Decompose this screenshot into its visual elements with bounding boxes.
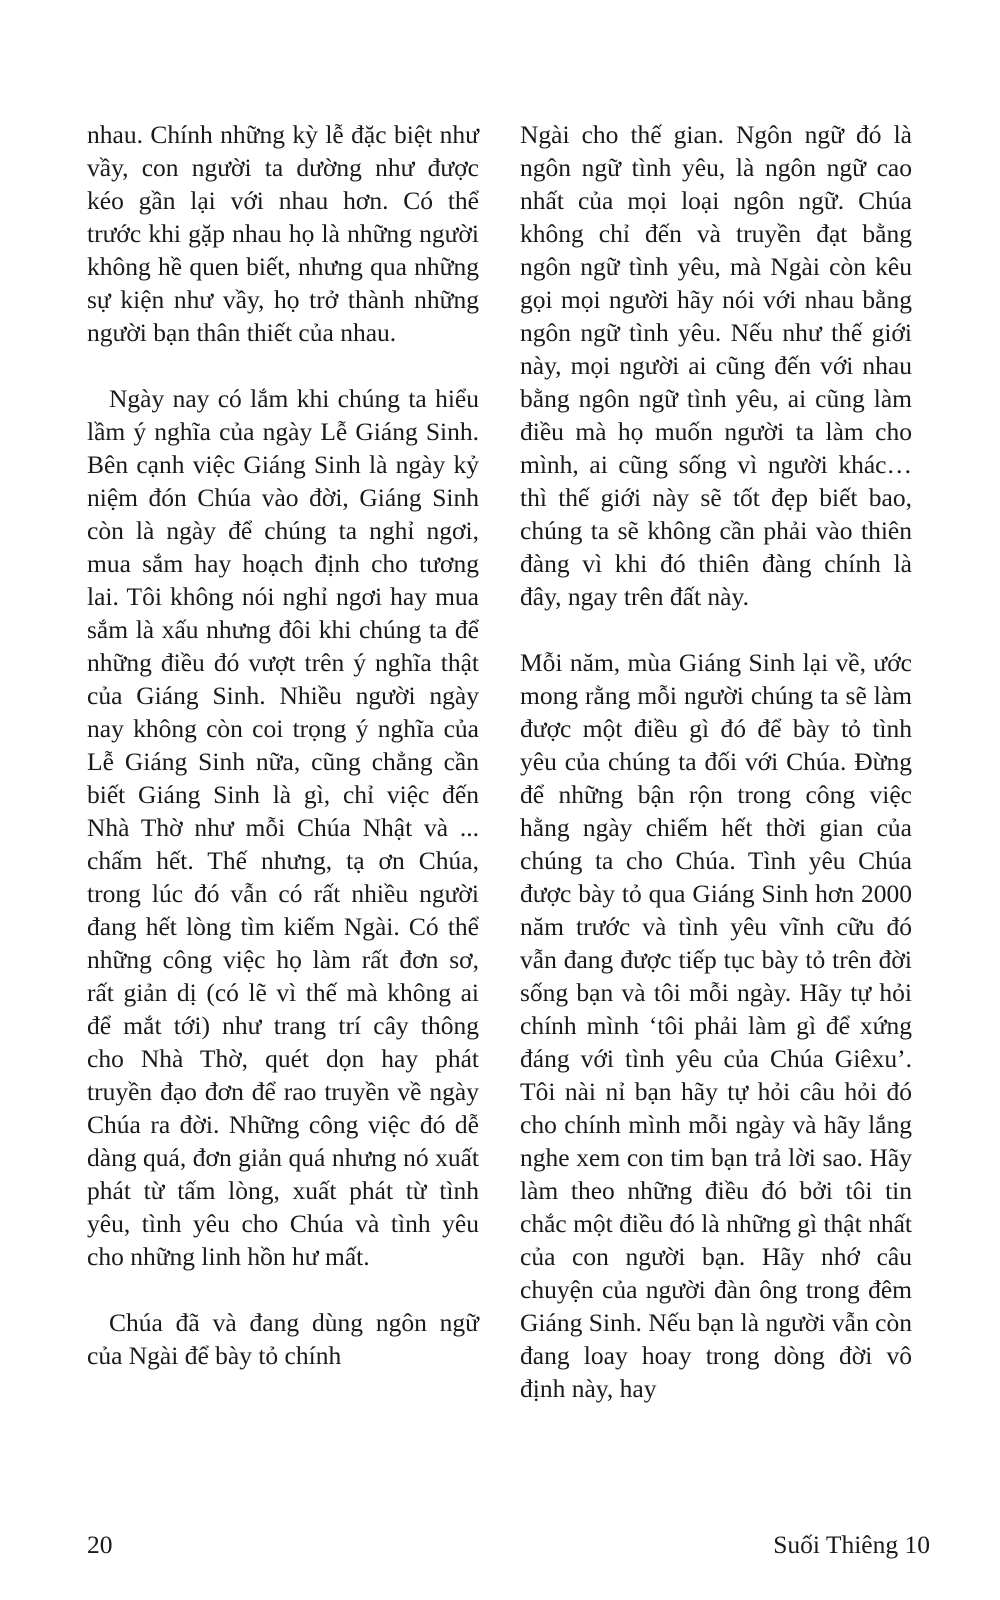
left-column	[87, 118, 479, 1372]
running-title: Suối Thiêng 10	[773, 1530, 930, 1559]
paragraph-each-year: Mỗi năm, mùa Giáng Sinh lại về, ước mong rằng mỗi người chúng ta sẽ làm được một điều gì đó để bày tỏ tình yêu của chúng ta đối với Chúa. Đừng để những bận rộn trong công việc hằng ngày chiếm hết thời gian của chúng ta cho Chúa. Tình yêu Chúa được bày tỏ qua Giáng Sinh hơn 2000 năm trước và tình yêu vĩnh cữu đó vẫn đang được tiếp tục bày tỏ trên đời sống bạn và tôi mỗi ngày. Hãy tự hỏi chính mình ‘tôi phải làm gì để xứng đáng với tình yêu của Chúa Giêxu’. Tôi nài nỉ bạn hãy tự hỏi câu hỏi đó cho chính mình mỗi ngày và hãy lắng nghe xem con tim bạn trả lời sao. Hãy làm theo những điều đó bởi tôi tin chắc một điều đó là những gì thật nhất của con người bạn. Hãy nhớ câu chuyện của người đàn ông trong đêm Giáng Sinh. Nếu bạn là người vẫn còn đang loay hoay trong dòng đời vô định này, hay	[520, 648, 912, 1403]
paragraph-continued-intro: nhau. Chính những kỳ lễ đặc biệt như vầy, con người ta dường như được kéo gần lại với nhau hơn. Có thể trước khi gặp nhau họ là những người không hề quen biết, nhưng qua những sự kiện như vầy, họ trở thành những người bạn thân thiết của nhau.	[87, 120, 479, 347]
paragraph-misunderstanding-christmas: Ngày nay có lắm khi chúng ta hiểu lầm ý nghĩa của ngày Lễ Giáng Sinh. Bên cạnh việc Giáng Sinh là ngày kỷ niệm đón Chúa vào đời, Giáng Sinh còn là ngày để chúng ta nghỉ ngơi, mua sắm hay hoạch định cho tương lai. Tôi không nói nghỉ ngơi hay mua sắm là xấu nhưng đôi khi chúng ta để những điều đó vượt trên ý nghĩa thật của Giáng Sinh. Nhiều người ngày nay không còn coi trọng ý nghĩa của Lễ Giáng Sinh nữa, cũng chẳng cần biết Giáng Sinh là gì, chỉ việc đến Nhà Thờ như mỗi Chúa Nhật và ... chấm hết. Thế nhưng, tạ ơn Chúa, trong lúc đó vẫn có rất nhiều người đang hết lòng tìm kiếm Ngài. Có thể những công việc họ làm rất đơn sơ, rất giản dị (có lẽ vì thế mà không ai để mắt tới) như trang trí cây thông cho Nhà Thờ, quét dọn hay phát truyền đạo đơn để rao truyền về ngày Chúa ra đời. Những công việc đó dễ dàng quá, đơn giản quá nhưng nó xuất phát từ tấm lòng, xuất phát từ tình yêu, tình yêu cho Chúa và tình yêu cho những linh hồn hư mất.	[87, 384, 479, 1271]
page-number: 20	[87, 1530, 113, 1559]
paragraph-language-of-love-cont: Ngài cho thế gian. Ngôn ngữ đó là ngôn ngữ tình yêu, là ngôn ngữ cao nhất của mọi loại ngôn ngữ. Chúa không chỉ đến và truyền đạt bằng ngôn ngữ tình yêu, mà Ngài còn kêu gọi mọi người hãy nói với nhau bằng ngôn ngữ tình yêu. Nếu như thế giới này, mọi người ai cũng đến với nhau bằng ngôn ngữ tình yêu, ai cũng làm điều mà họ muốn người ta làm cho mình, ai cũng sống vì người khác… thì thế giới này sẽ tốt đẹp biết bao, chúng ta sẽ không cần phải vào thiên đàng vì khi đó thiên đàng chính là đây, ngay trên đất này.	[520, 120, 912, 611]
paragraph-language-of-love-start: Chúa đã và đang dùng ngôn ngữ của Ngài để bày tỏ chính	[87, 1308, 479, 1370]
right-column	[520, 118, 912, 1405]
